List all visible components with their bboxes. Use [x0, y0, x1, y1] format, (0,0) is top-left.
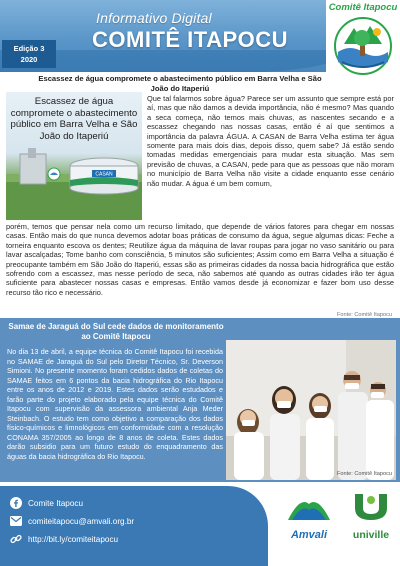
website-link[interactable] — [10, 532, 118, 546]
article2-photo — [226, 340, 396, 480]
article2-source: Fonte: Comitê Itapocu — [336, 471, 392, 477]
edition-label: Edição 3 — [13, 44, 45, 53]
link-icon — [10, 533, 22, 545]
edition-badge — [2, 40, 56, 68]
article1-title: Escassez de água compromete o abastecimento público em Barra Velha e São João do Itaperiú — [38, 74, 322, 93]
article1-source: Fonte: Comitê Itapocu — [336, 312, 392, 318]
amvali-logo — [280, 492, 338, 541]
header-title: COMITÊ ITAPOCU — [92, 27, 289, 52]
univille-emblem-icon — [351, 490, 391, 522]
facebook-link[interactable] — [10, 496, 83, 510]
facebook-icon — [10, 497, 22, 509]
link-text: http://bit.ly/comiteitapocu — [28, 534, 119, 544]
logo-title: Comitê Itapocu — [328, 2, 398, 13]
edition-year: 2020 — [20, 55, 38, 64]
comite-logo — [326, 0, 400, 90]
univille-logo — [344, 490, 398, 541]
article1-column-text: Que tal falarmos sobre água? Parece ser um assunto que sempre está por aí, mas que não damos a devida importância, não é mesmo? Mas quando a seca começa, não temos mais chuvas, as nascentes secando e a escassez chegando nas nossas casas, então é aí que sentimos a importância da palavra ÁGUA. A CASAN de Barra Velha estima ter água somente para mais dois dias, depois disso, quem sabe? Já estão sendo tomadas medidas emergenciais para mudar esta situação. Mas sem previsão de chuvas, a CASAN, pede para que as pessoas que não moram no município de Barra Velha não visite a cidade enquanto esse cenário não mudar. A água é um bem comum, — [147, 94, 394, 188]
logo-emblem-icon — [330, 14, 396, 84]
water-tank-illustration-icon — [6, 144, 142, 220]
article1-image — [6, 92, 142, 220]
footer-contact-bar — [0, 486, 268, 566]
article2-section — [0, 318, 400, 482]
facebook-text: Comite Itapocu — [28, 498, 84, 508]
amvali-name: Amvali — [290, 529, 328, 541]
article1-image-caption: Escassez de água compromete o abastecimento público em Barra Velha e São João do Itaperiú — [10, 96, 138, 142]
casan-label: CASAN — [95, 171, 113, 178]
amvali-emblem-icon — [286, 492, 332, 522]
team-photo-icon — [226, 340, 396, 480]
email-text: comiteitapocu@amvali.org.br — [28, 516, 135, 526]
article2-body-text: No dia 13 de abril, a equipe técnica do Comitê Itapocu foi recebida no SAMAE de Jaraguá do Sul pelo Diretor Técnico, Sr. Deverson Simioni. No presente momento foram cedidos dados de coletas do SAMAE feitos em 6 pontos da bacia hidrográfica do Rio Itapocu entre os anos de 2012 e 2019. Estes dados serão estudados e farão parte do projeto elaborado pela equipe técnica do Comitê Itapocu com supervisão da assessora ambiental Anja Meder Steinbach. O estudo tem como objetivo a comparação dos dados físico-químicos e limnológicos em conformidade com a resolução CONAMA 357/2005 ao longo de 8 anos de coleta. Estes dados darão subsidio para um futuro estudo do enquadramento das águas da bacia hidrográfica do Rio Itapocu. — [7, 347, 223, 462]
header-subtitle: Informativo Digital — [96, 10, 212, 26]
footer — [0, 482, 400, 566]
univille-name: univille — [352, 529, 390, 541]
email-icon — [10, 515, 22, 527]
article2-title: Samae de Jaraguá do Sul cede dados de monitoramento ao Comitê Itapocu — [8, 322, 224, 341]
email-link[interactable] — [10, 514, 134, 528]
article1-body-text: porém, temos que pensar nela como um recurso limitado, que depende de vários fatores para chegar em nossas casas. Então mais do que nunca devemos adotar boas práticas de consumo da água, segue algumas dicas: Feche a torneira enquanto escova os dentes; Reutilize água da máquina de lavar roupas para jogar no vaso sanitário ou para lavar ascalçadas; Tome banho com consciência, 5 minutos são suficientes; Assim como em Barra Velha a situação é preocupante também em São João do Itaperiú, essas são as primeiras cidades da nossa bacia hidrográfica que estão sofrendo com a escassez, mas nesse período de seca, não sabemos até quando as outras cidades irão ter água suficiente para abastecer nossas casas e empresas. Então vamos desde já economizar e fazer bom uso desse recurso tão rico e necessário. — [6, 222, 394, 297]
